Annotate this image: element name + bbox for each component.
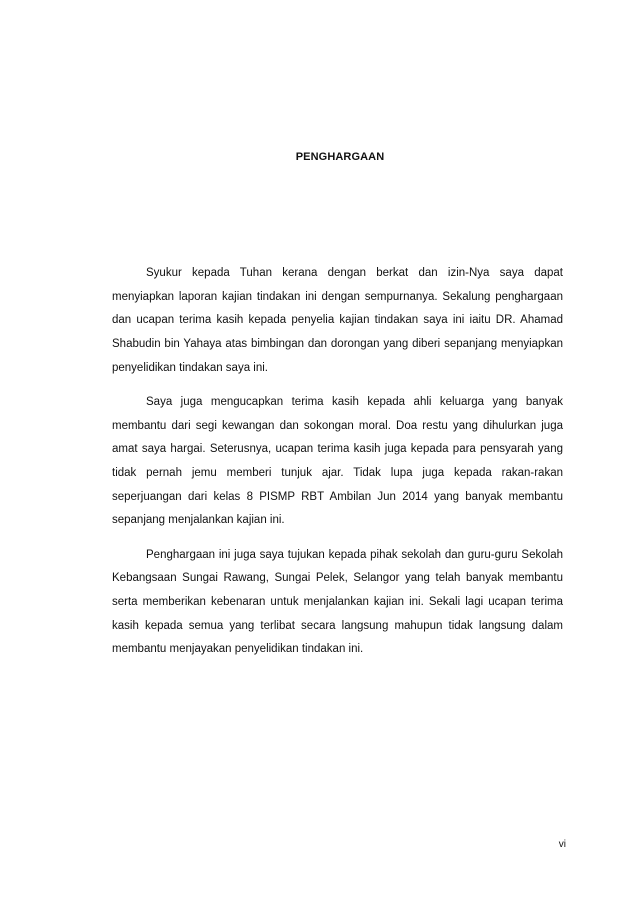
paragraph-1: Syukur kepada Tuhan kerana dengan berkat dan izin-Nya saya dapat menyiapkan laporan kajian tindakan ini dengan sempurnanya. Sekalung penghargaan dan ucapan terima kasih kepada penyelia kajian tindakan saya ini iaitu DR. Ahamad Shabudin bin Yahaya atas bimbingan dan dorongan yang diberi sepanjang menyiapkan penyelidikan tindakan saya ini. xyxy=(112,267,563,374)
body-text xyxy=(112,262,563,672)
page-title: PENGHARGAAN xyxy=(295,151,385,163)
page-number: vi xyxy=(558,839,566,850)
paragraph-3: Penghargaan ini juga saya tujukan kepada pihak sekolah dan guru-guru Sekolah Kebangsaan Sungai Rawang, Sungai Pelek, Selangor yang telah banyak membantu serta memberikan kebenaran untuk menjalankan kajian ini. Sekali lagi ucapan terima kasih kepada semua yang terlibat secara langsung mahupun tidak langsung dalam membantu menjayakan penyelidikan tindakan ini. xyxy=(112,548,563,656)
paragraph-2: Saya juga mengucapkan terima kasih kepada ahli keluarga yang banyak membantu dari segi kewangan dan sokongan moral. Doa restu yang dihulurkan juga amat saya hargai. Seterusnya, ucapan terima kasih juga kepada para pensyarah yang tidak pernah jemu memberi tunjuk ajar. Tidak lupa juga kepada rakan-rakan seperjuangan dari kelas 8 PISMP RBT Ambilan Jun 2014 yang banyak membantu sepanjang menjalankan kajian ini. xyxy=(112,395,563,527)
